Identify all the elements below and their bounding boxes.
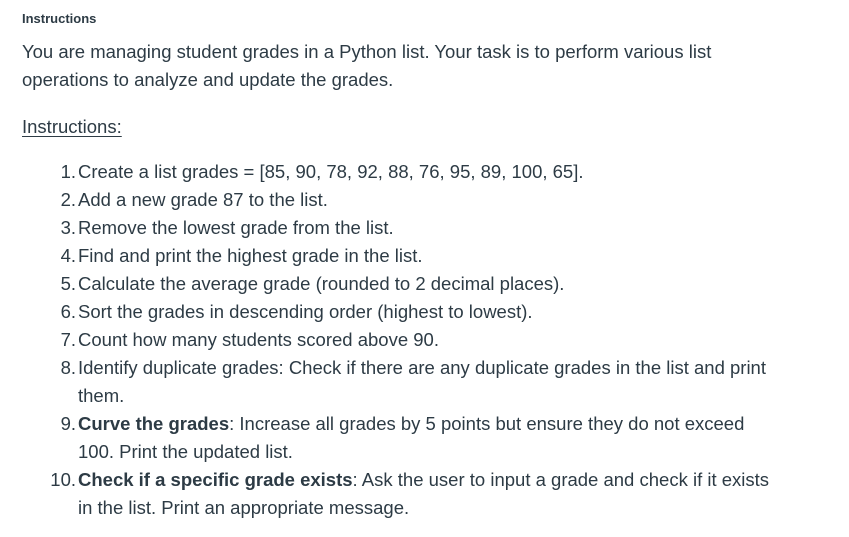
list-item-text xyxy=(78,245,423,266)
list-item xyxy=(22,466,782,522)
list-item-number: 4. xyxy=(60,245,76,266)
instructions-list xyxy=(22,158,782,522)
list-item-text xyxy=(78,189,328,210)
list-item-bold: Check if a specific grade exists xyxy=(78,469,353,490)
list-item-text xyxy=(78,357,766,406)
list-item-number: 9. xyxy=(60,413,76,434)
list-item-body: : Ask the user to input a grade and check if it exists in the list. Print an appropriate message. xyxy=(78,469,770,518)
list-item-bold: Curve the grades xyxy=(78,413,230,434)
list-item xyxy=(22,326,782,354)
list-item xyxy=(22,186,782,214)
list-item-body: Sort the grades in descending order (highest to lowest). xyxy=(78,301,533,322)
list-item-text xyxy=(78,301,533,322)
section-title: Instructions xyxy=(22,11,97,26)
list-item-body: Find and print the highest grade in the list. xyxy=(78,245,423,266)
list-item-body: Remove the lowest grade from the list. xyxy=(78,217,394,238)
list-item-text xyxy=(78,469,769,518)
list-item-number: 1. xyxy=(60,161,76,182)
list-item xyxy=(22,242,782,270)
list-item-body: Add a new grade 87 to the list. xyxy=(78,189,328,210)
list-item-number: 3. xyxy=(60,217,76,238)
list-item-body: Calculate the average grade (rounded to 2 decimal places). xyxy=(78,273,565,294)
list-item-number: 10. xyxy=(50,469,76,490)
instructions-heading: Instructions: xyxy=(22,116,122,137)
list-item-text xyxy=(78,217,394,238)
list-item-text xyxy=(78,329,439,350)
list-item xyxy=(22,158,782,186)
list-item-body: Identify duplicate grades: Check if there are any duplicate grades in the list and print them. xyxy=(78,357,766,406)
list-item-text xyxy=(78,273,564,294)
list-item-number: 5. xyxy=(60,273,76,294)
list-item xyxy=(22,298,782,326)
list-item xyxy=(22,410,782,466)
list-item-text xyxy=(78,413,744,462)
list-item-body: : Increase all grades by 5 points but ensure they do not exceed 100. Print the updated list. xyxy=(78,413,745,462)
intro-paragraph: You are managing student grades in a Python list. Your task is to perform various list operations to analyze and update the grades. xyxy=(22,41,712,90)
list-item-body: Count how many students scored above 90. xyxy=(78,329,439,350)
list-item-text xyxy=(78,161,584,182)
list-item-number: 2. xyxy=(60,189,76,210)
list-item-number: 6. xyxy=(60,301,76,322)
list-item-number: 8. xyxy=(60,357,76,378)
list-item-number: 7. xyxy=(60,329,76,350)
list-item-body: Create a list grades = [85, 90, 78, 92, 88, 76, 95, 89, 100, 65]. xyxy=(78,161,584,182)
list-item xyxy=(22,354,782,410)
list-item xyxy=(22,214,782,242)
list-item xyxy=(22,270,782,298)
